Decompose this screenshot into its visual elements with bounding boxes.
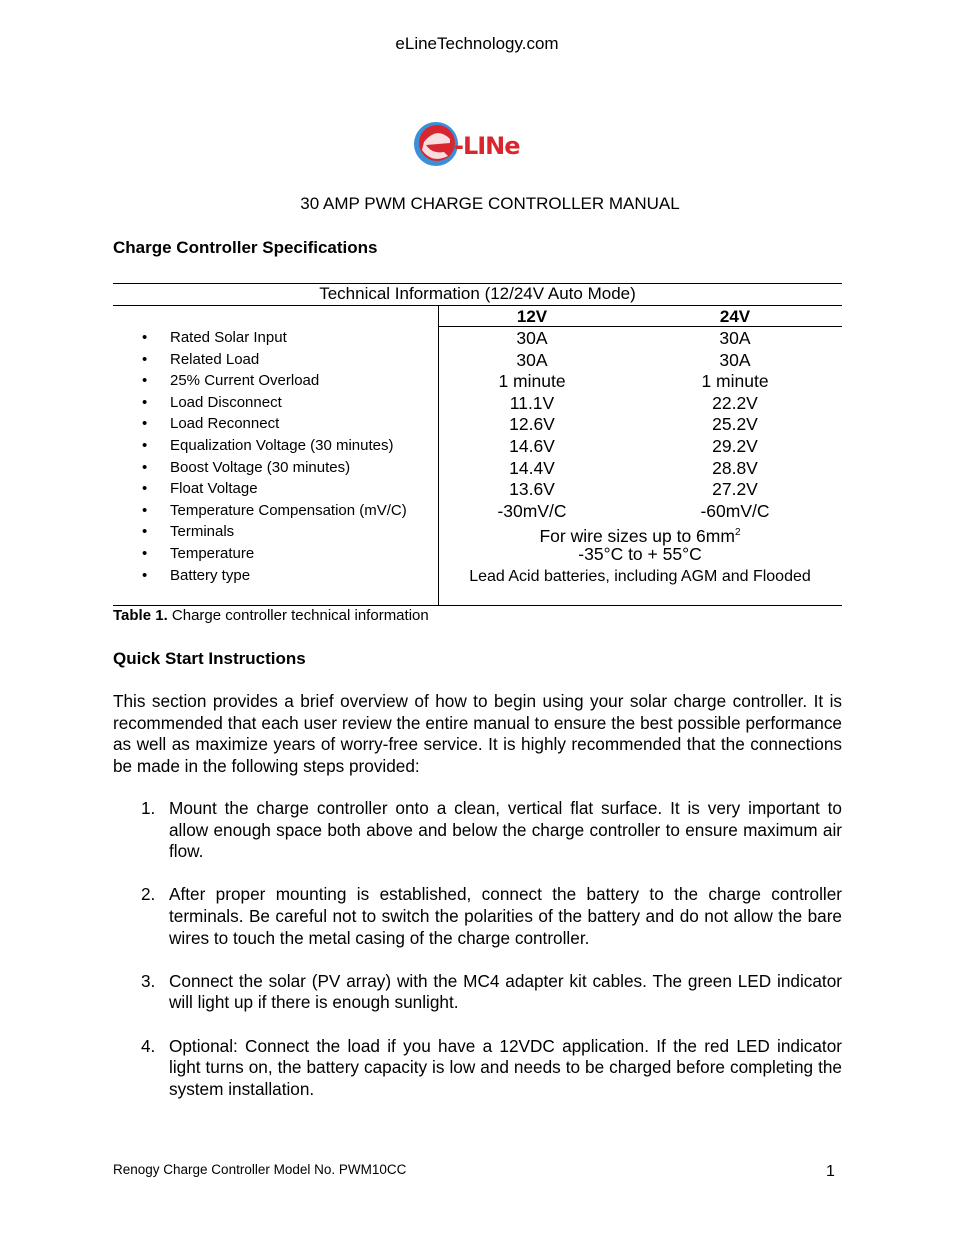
table-caption-label: Table 1.	[113, 607, 168, 624]
value-24v: 30A	[719, 349, 751, 370]
spec-value-span	[438, 544, 842, 566]
step-number: 1.	[141, 798, 156, 818]
list-item	[113, 971, 842, 1014]
value-24v: 22.2V	[712, 392, 758, 413]
step-number: 4.	[141, 1035, 156, 1056]
specs-heading: Charge Controller Specifications	[113, 238, 378, 257]
step-text: After proper mounting is established, connect the battery to the charge controller terminals. Be careful not to switch the polarities of the battery and do not allow the bare wires to touch the metal casing of the charge controller.	[169, 884, 842, 948]
document-title: 30 AMP PWM CHARGE CONTROLLER MANUAL	[300, 194, 680, 213]
spec-value-row	[438, 393, 842, 415]
value-24v: 29.2V	[712, 435, 758, 456]
value-24v: -60mV/C	[700, 500, 770, 521]
spec-label: • Related Load	[140, 349, 407, 371]
table-caption	[113, 607, 429, 624]
spec-values	[438, 328, 842, 587]
step-number: 3.	[141, 970, 156, 991]
spec-label: • Temperature Compensation (mV/C)	[140, 500, 407, 522]
header-site: eLineTechnology.com	[395, 34, 559, 53]
step-text: Connect the solar (PV array) with the MC4 adapter kit cables. The green LED indicator will light up if there is enough sunlight.	[169, 970, 842, 1013]
quick-start-heading: Quick Start Instructions	[113, 649, 306, 668]
eline-logo	[410, 112, 545, 172]
spec-value-row	[438, 501, 842, 523]
page-number: 1	[826, 1163, 835, 1180]
list-item	[113, 1036, 842, 1101]
value-12v: 14.6V	[509, 435, 555, 456]
spec-label-list	[140, 327, 407, 586]
spec-value-span	[438, 566, 842, 588]
quick-start-steps	[113, 798, 842, 1122]
table-title-rule	[113, 305, 842, 306]
spec-label: • 25% Current Overload	[140, 370, 407, 392]
step-number: 2.	[141, 884, 156, 905]
table-title: Technical Information (12/24V Auto Mode)	[319, 284, 636, 303]
spec-label: • Float Voltage	[140, 478, 407, 500]
value-12v: 1 minute	[498, 371, 566, 392]
spec-value-row	[438, 371, 842, 393]
quick-start-intro: This section provides a brief overview of how to begin using your solar charge controller. It is recommended that each user review the entire manual to ensure the best possible performance as well as maximize years of worry-free service. It is highly recommended that the connections be made in the following steps provided:	[113, 691, 842, 776]
value-24v: 25.2V	[712, 414, 758, 435]
spec-label: • Load Disconnect	[140, 392, 407, 414]
table-caption-text: Charge controller technical information	[167, 607, 429, 624]
spec-label: • Equalization Voltage (30 minutes)	[140, 435, 407, 457]
value-24v: 27.2V	[712, 479, 758, 500]
value-12v: -30mV/C	[497, 500, 567, 521]
spec-value-span	[438, 522, 842, 547]
spec-value-row	[438, 328, 842, 350]
table-bottom-rule	[113, 605, 842, 606]
temperature-value: -35°C to + 55°C	[578, 543, 702, 564]
value-12v: 11.1V	[509, 392, 555, 413]
spec-value-row	[438, 436, 842, 458]
spec-label: • Temperature	[140, 543, 407, 565]
list-item	[113, 884, 842, 949]
terminals-superscript: 2	[734, 527, 741, 539]
value-12v: 30A	[516, 328, 548, 348]
spec-label: • Load Reconnect	[140, 413, 407, 435]
value-12v: 13.6V	[509, 479, 555, 500]
step-text: Optional: Connect the load if you have a 12VDC application. If the red LED indicator light turns on, the battery capacity is low and needs to be charged before completing the system installation.	[169, 1035, 842, 1099]
step-text: Mount the charge controller onto a clean, vertical flat surface. It is very important to allow enough space both above and below the charge controller to ensure maximum air flow.	[169, 798, 842, 862]
value-24v: 28.8V	[712, 457, 758, 478]
value-12v: 14.4V	[509, 457, 555, 478]
list-item	[113, 798, 842, 863]
spec-value-row	[438, 458, 842, 480]
spec-label: • Boost Voltage (30 minutes)	[140, 457, 407, 479]
terminals-value: For wire sizes up to 6mm	[539, 526, 735, 547]
value-12v: 12.6V	[509, 414, 555, 435]
spec-label: • Battery type	[140, 565, 407, 587]
value-12v: 30A	[516, 349, 548, 370]
svg-text:-LINe: -LINe	[454, 132, 520, 160]
spec-value-row	[438, 350, 842, 372]
column-header-rule	[438, 326, 842, 327]
spec-label: • Terminals	[140, 521, 407, 543]
value-24v: 30A	[719, 328, 751, 348]
column-header-24v: 24V	[719, 307, 751, 326]
spec-value-row	[438, 479, 842, 501]
column-header-12v: 12V	[516, 307, 548, 326]
spec-value-row	[438, 414, 842, 436]
spec-label: • Rated Solar Input	[140, 327, 407, 349]
value-24v: 1 minute	[701, 371, 769, 392]
footer-model: Renogy Charge Controller Model No. PWM10CC	[113, 1162, 407, 1177]
battery-type-value: Lead Acid batteries, including AGM and Flooded	[469, 567, 811, 585]
